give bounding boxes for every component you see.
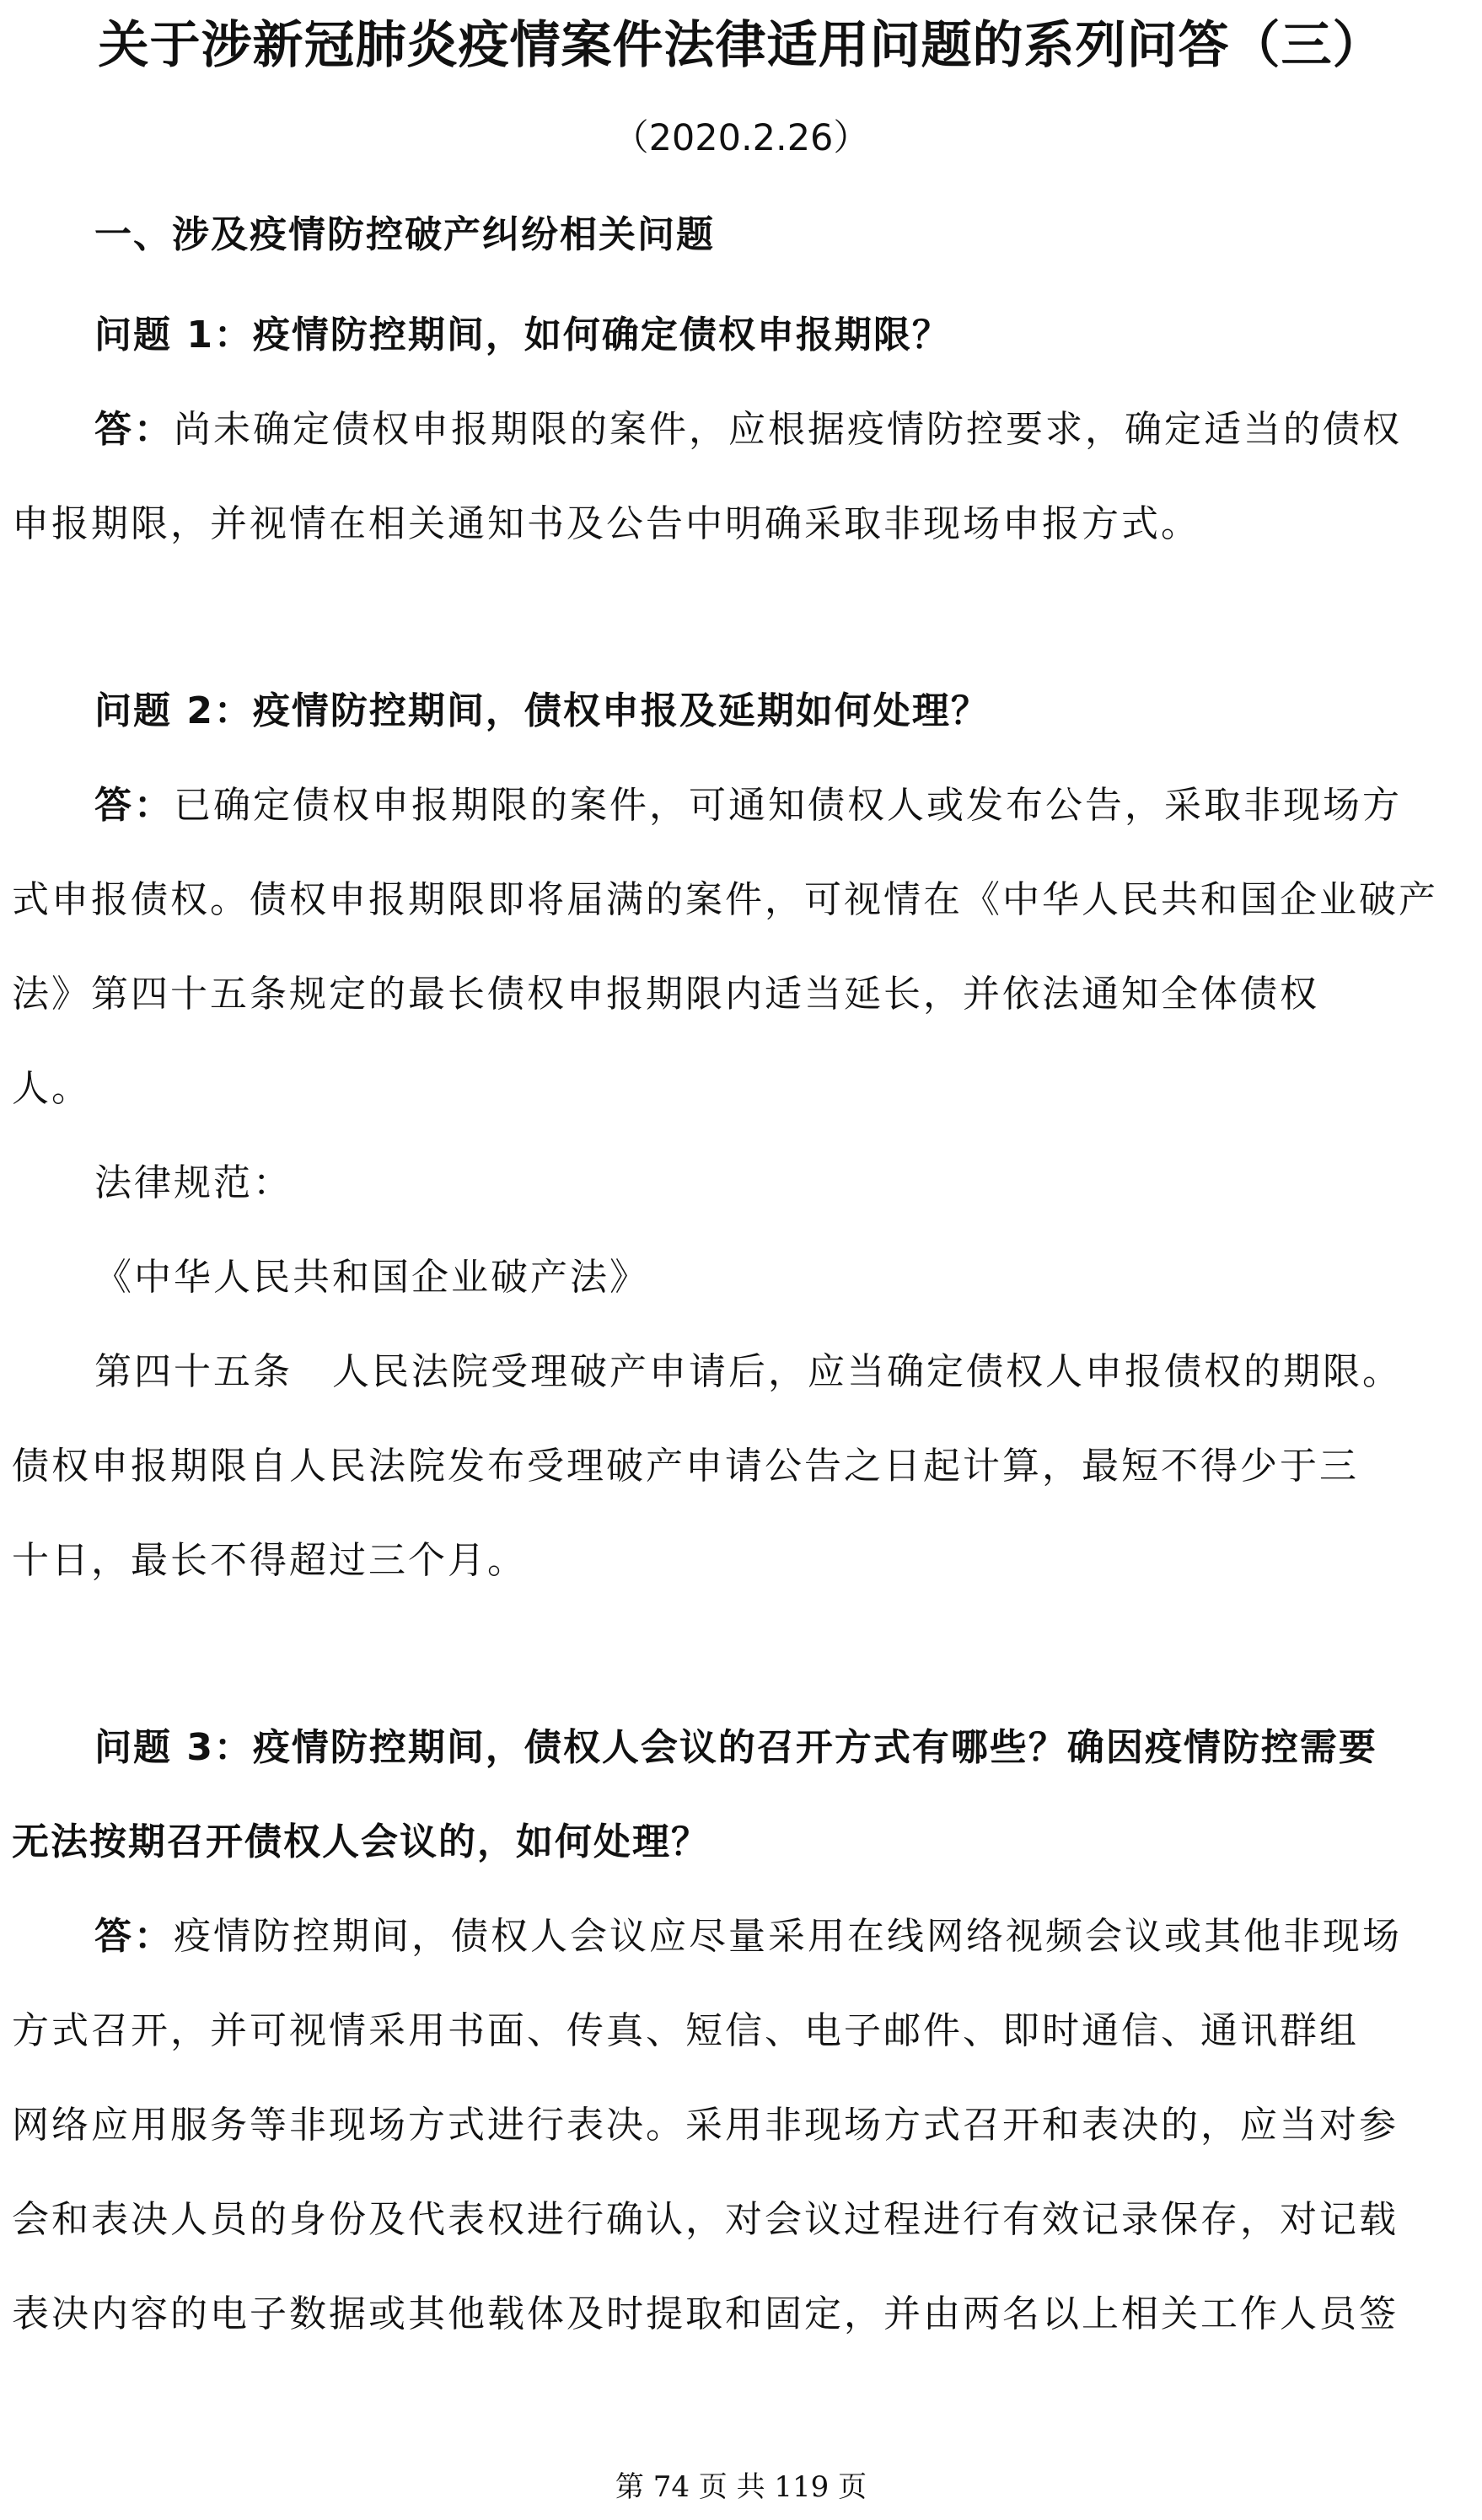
question-3-heading: 问题 3：疫情防控期间，债权人会议的召开方式有哪些？确因疫情防控需要 xyxy=(94,1726,1377,1769)
question-3-answer-line: 方式召开，并可视情采用书面、传真、短信、电子邮件、即时通信、通讯群组 xyxy=(12,2009,1359,2052)
question-2-answer-line: 人。 xyxy=(12,1067,91,1110)
page-title: 关于涉新冠肺炎疫情案件法律适用问题的系列问答（三） xyxy=(98,16,1384,75)
question-2-answer-line: 式申报债权。债权申报期限即将届满的案件，可视情在《中华人民共和国企业破产 xyxy=(12,878,1438,921)
question-2-answer-line: 法》第四十五条规定的最长债权申报期限内适当延长，并依法通知全体债权 xyxy=(12,973,1319,1016)
question-3-answer-line: 表决内容的电子数据或其他载体及时提取和固定，并由两名以上相关工作人员签 xyxy=(12,2292,1399,2335)
answer-text: 已确定债权申报期限的案件，可通知债权人或发布公告，采取非现场方 xyxy=(174,784,1402,827)
question-2-answer-line xyxy=(94,780,1402,831)
page-number: 第 74 页 共 119 页 xyxy=(615,2470,867,2504)
question-3-heading: 无法按期召开债权人会议的，如何处理？ xyxy=(12,1820,710,1863)
question-1-answer-line xyxy=(94,405,1402,455)
section-heading: 一、涉及疫情防控破产纠纷相关问题 xyxy=(94,213,715,256)
question-1-heading: 问题 1：疫情防控期间，如何确定债权申报期限？ xyxy=(94,314,951,357)
answer-label: 答： xyxy=(94,408,174,451)
answer-label: 答： xyxy=(94,784,174,827)
question-3-answer-line: 会和表决人员的身份及代表权进行确认，对会议过程进行有效记录保存，对记载 xyxy=(12,2198,1399,2241)
answer-label: 答： xyxy=(94,1915,174,1958)
document-date: （2020.2.26） xyxy=(612,117,870,159)
question-2-heading: 问题 2：疫情防控期间，债权申报及延期如何处理？ xyxy=(94,689,990,732)
article-line: 十日，最长不得超过三个月。 xyxy=(12,1539,527,1582)
answer-text: 尚未确定债权申报期限的案件，应根据疫情防控要求，确定适当的债权 xyxy=(174,408,1402,451)
question-3-answer-line: 网络应用服务等非现场方式进行表决。采用非现场方式召开和表决的，应当对参 xyxy=(12,2104,1399,2147)
article-line: 债权申报期限自人民法院发布受理破产申请公告之日起计算，最短不得少于三 xyxy=(12,1445,1359,1488)
question-3-answer-line xyxy=(94,1911,1402,1962)
legal-norm-label: 法律规范： xyxy=(94,1161,293,1204)
answer-text: 疫情防控期间，债权人会议应尽量采用在线网络视频会议或其他非现场 xyxy=(174,1915,1402,1958)
law-name: 《中华人民共和国企业破产法》 xyxy=(94,1256,649,1299)
article-line: 第四十五条 人民法院受理破产申请后，应当确定债权人申报债权的期限。 xyxy=(94,1350,1402,1393)
question-1-answer-line: 申报期限，并视情在相关通知书及公告中明确采取非现场申报方式。 xyxy=(12,502,1200,545)
